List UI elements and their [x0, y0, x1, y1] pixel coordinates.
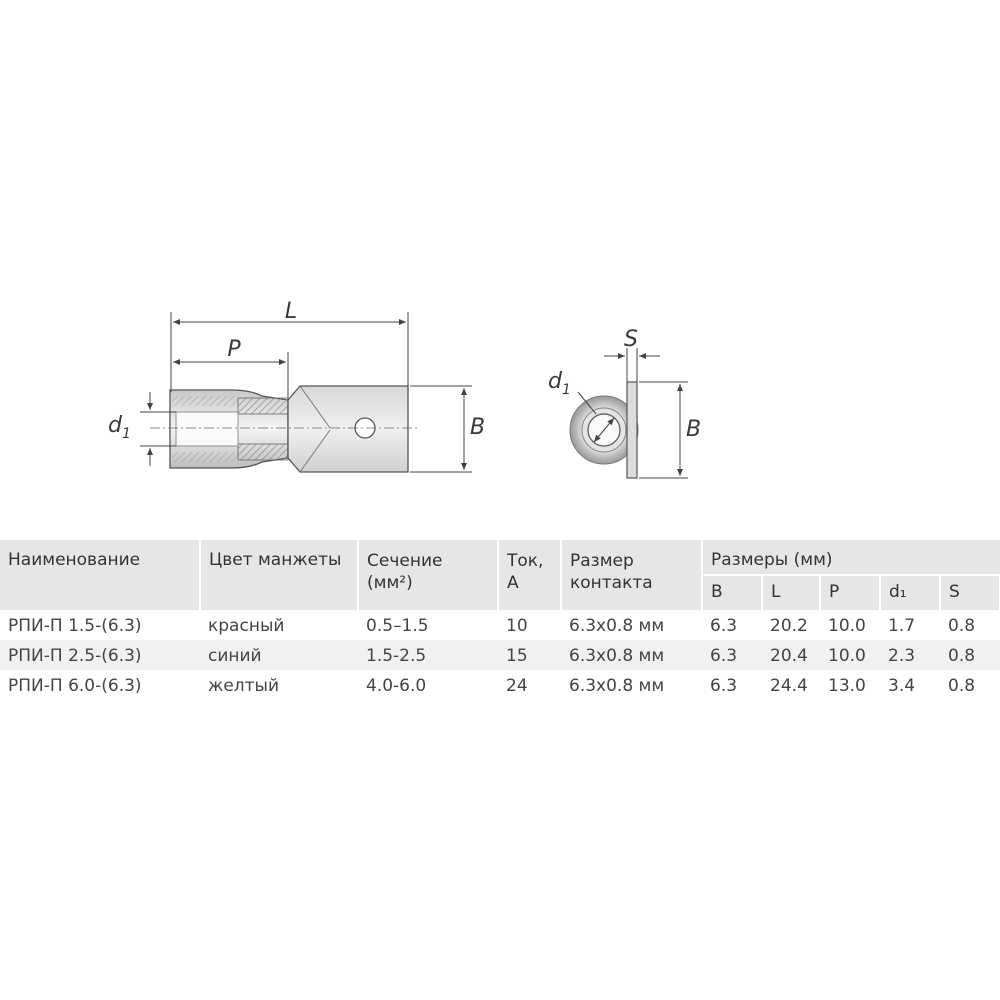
- svg-text:d1: [108, 413, 131, 442]
- cell-d1: 1.7: [880, 610, 940, 640]
- label-b-side: B: [470, 415, 486, 440]
- header-name: Наименование: [0, 540, 200, 610]
- header-s: S: [940, 575, 1000, 610]
- cell-s: 0.8: [940, 670, 1000, 700]
- header-contact: [561, 540, 702, 610]
- label-d1-end-group: [548, 369, 571, 398]
- header-current-line1: Ток,: [507, 551, 544, 571]
- header-current-line2: А: [507, 573, 519, 593]
- table-row: [0, 610, 1000, 640]
- header-l: L: [762, 575, 820, 610]
- terminal-end-view: [570, 382, 638, 478]
- cell-contact: 6.3x0.8 мм: [561, 640, 702, 670]
- label-l: L: [284, 299, 298, 324]
- cell-section: 0.5–1.5: [358, 610, 498, 640]
- header-sizes: Размеры (мм): [702, 540, 1000, 575]
- cell-section: 4.0-6.0: [358, 670, 498, 700]
- dimension-l: [171, 299, 408, 392]
- dimension-s: [604, 327, 660, 382]
- label-s: S: [624, 327, 638, 352]
- dimension-d1-side: [108, 392, 176, 466]
- cell-b: 6.3: [702, 610, 762, 640]
- header-p: P: [820, 575, 880, 610]
- cell-l: 20.4: [762, 640, 820, 670]
- dimension-b-end: [639, 382, 701, 478]
- table-row: [0, 640, 1000, 670]
- header-section-line1: Сечение: [367, 551, 443, 571]
- label-d1-end-sub: 1: [561, 382, 571, 398]
- cell-current: 24: [498, 670, 561, 700]
- cell-current: 15: [498, 640, 561, 670]
- cell-d1: 2.3: [880, 640, 940, 670]
- cell-section: 1.5-2.5: [358, 640, 498, 670]
- label-b-end: B: [686, 417, 702, 442]
- cell-s: 0.8: [940, 610, 1000, 640]
- cell-name: РПИ-П 2.5-(6.3): [0, 640, 200, 670]
- terminal-side-view: [150, 386, 420, 472]
- header-section: [358, 540, 498, 610]
- table-row: [0, 670, 1000, 700]
- cell-contact: 6.3x0.8 мм: [561, 670, 702, 700]
- cell-color: желтый: [200, 670, 358, 700]
- label-d1-side: d: [108, 413, 122, 438]
- header-d1: d₁: [880, 575, 940, 610]
- cell-p: 10.0: [820, 640, 880, 670]
- header-section-line2: (мм²): [367, 573, 413, 593]
- header-contact-line2: контакта: [570, 573, 653, 593]
- header-color: Цвет манжеты: [200, 540, 358, 610]
- header-b: B: [702, 575, 762, 610]
- dimension-p: [173, 337, 288, 398]
- label-p: P: [227, 337, 241, 362]
- spec-table: [0, 540, 1000, 700]
- cell-s: 0.8: [940, 640, 1000, 670]
- cell-b: 6.3: [702, 670, 762, 700]
- cell-l: 24.4: [762, 670, 820, 700]
- cell-b: 6.3: [702, 640, 762, 670]
- cell-d1: 3.4: [880, 670, 940, 700]
- label-d1-end: d: [548, 369, 562, 394]
- cell-color: синий: [200, 640, 358, 670]
- cell-name: РПИ-П 1.5-(6.3): [0, 610, 200, 640]
- cell-name: РПИ-П 6.0-(6.3): [0, 670, 200, 700]
- dimension-b-side: [410, 386, 485, 472]
- label-d1-side-sub: 1: [121, 426, 131, 442]
- cell-p: 13.0: [820, 670, 880, 700]
- cell-contact: 6.3x0.8 мм: [561, 610, 702, 640]
- header-contact-line1: Размер: [570, 551, 634, 571]
- cell-p: 10.0: [820, 610, 880, 640]
- cell-current: 10: [498, 610, 561, 640]
- cell-l: 20.2: [762, 610, 820, 640]
- header-current: [498, 540, 561, 610]
- cell-color: красный: [200, 610, 358, 640]
